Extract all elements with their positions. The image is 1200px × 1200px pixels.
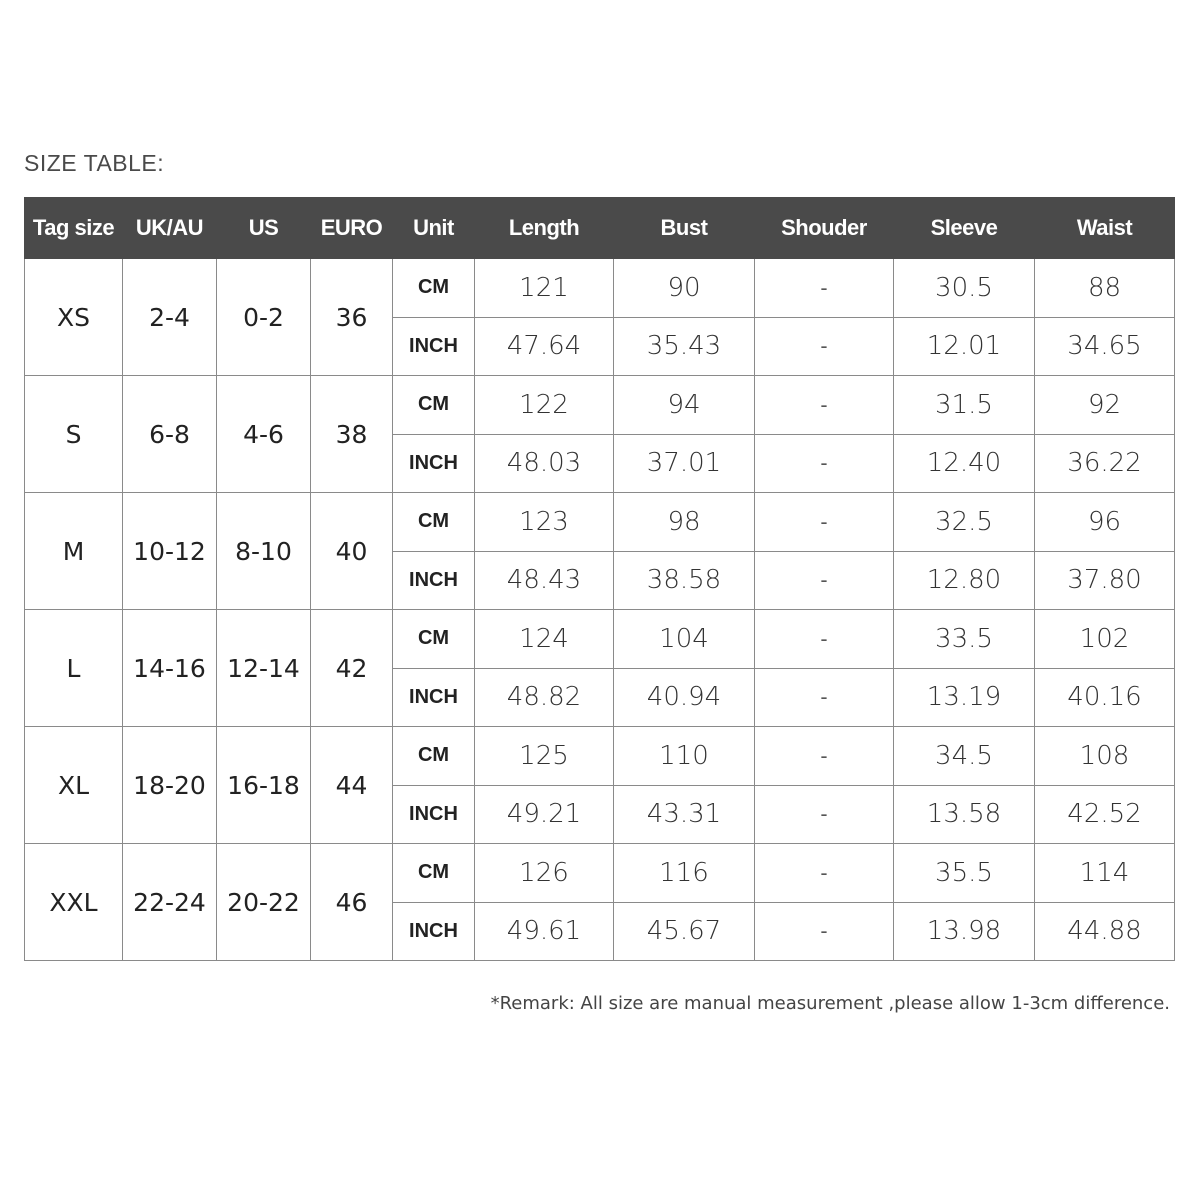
tag-size-cell: M [25, 493, 123, 610]
remark-note: *Remark: All size are manual measurement ,please allow 1-3cm difference. [490, 993, 1170, 1014]
table-row [25, 610, 1175, 669]
length-cell: 49.61 [475, 902, 614, 961]
uk-au-cell: 10-12 [123, 493, 217, 610]
shoulder-cell: - [755, 317, 894, 376]
table-body [25, 259, 1175, 961]
bust-cell: 43.31 [614, 785, 755, 844]
shoulder-cell: - [755, 610, 894, 669]
uk-au-cell: 18-20 [123, 727, 217, 844]
bust-cell: 37.01 [614, 434, 755, 493]
length-cell: 123 [475, 493, 614, 552]
table-row [25, 493, 1175, 552]
sleeve-cell: 34.5 [894, 727, 1035, 786]
sleeve-cell: 13.19 [894, 668, 1035, 727]
tag-size-cell: XXL [25, 844, 123, 961]
shoulder-cell: - [755, 902, 894, 961]
table-row [25, 844, 1175, 903]
sleeve-cell: 12.01 [894, 317, 1035, 376]
uk-au-cell: 14-16 [123, 610, 217, 727]
table-row [25, 727, 1175, 786]
bust-cell: 38.58 [614, 551, 755, 610]
unit-cell: INCH [393, 668, 475, 727]
waist-cell: 96 [1035, 493, 1175, 552]
euro-cell: 44 [311, 727, 393, 844]
sleeve-cell: 13.58 [894, 785, 1035, 844]
waist-cell: 108 [1035, 727, 1175, 786]
unit-cell: INCH [393, 902, 475, 961]
shoulder-cell: - [755, 493, 894, 552]
length-cell: 122 [475, 376, 614, 435]
shoulder-cell: - [755, 376, 894, 435]
unit-cell: CM [393, 493, 475, 552]
tag-size-cell: L [25, 610, 123, 727]
bust-cell: 116 [614, 844, 755, 903]
tag-size-cell: XS [25, 259, 123, 376]
euro-cell: 38 [311, 376, 393, 493]
unit-cell: CM [393, 844, 475, 903]
sleeve-cell: 32.5 [894, 493, 1035, 552]
column-header: Waist [1035, 198, 1175, 259]
length-cell: 121 [475, 259, 614, 318]
euro-cell: 46 [311, 844, 393, 961]
unit-cell: INCH [393, 434, 475, 493]
column-header: US [217, 198, 311, 259]
length-cell: 48.03 [475, 434, 614, 493]
length-cell: 125 [475, 727, 614, 786]
euro-cell: 42 [311, 610, 393, 727]
bust-cell: 45.67 [614, 902, 755, 961]
waist-cell: 36.22 [1035, 434, 1175, 493]
unit-cell: CM [393, 376, 475, 435]
waist-cell: 44.88 [1035, 902, 1175, 961]
sleeve-cell: 35.5 [894, 844, 1035, 903]
unit-cell: INCH [393, 785, 475, 844]
bust-cell: 35.43 [614, 317, 755, 376]
bust-cell: 104 [614, 610, 755, 669]
bust-cell: 98 [614, 493, 755, 552]
shoulder-cell: - [755, 551, 894, 610]
size-table-title: SIZE TABLE: [24, 150, 165, 176]
length-cell: 48.43 [475, 551, 614, 610]
uk-au-cell: 2-4 [123, 259, 217, 376]
shoulder-cell: - [755, 727, 894, 786]
waist-cell: 40.16 [1035, 668, 1175, 727]
column-header: Sleeve [894, 198, 1035, 259]
column-header: EURO [311, 198, 393, 259]
length-cell: 124 [475, 610, 614, 669]
tag-size-cell: S [25, 376, 123, 493]
shoulder-cell: - [755, 844, 894, 903]
table-row [25, 259, 1175, 318]
waist-cell: 42.52 [1035, 785, 1175, 844]
shoulder-cell: - [755, 785, 894, 844]
unit-cell: CM [393, 727, 475, 786]
column-header: Unit [393, 198, 475, 259]
waist-cell: 34.65 [1035, 317, 1175, 376]
column-header: UK/AU [123, 198, 217, 259]
unit-cell: CM [393, 610, 475, 669]
euro-cell: 40 [311, 493, 393, 610]
unit-cell: INCH [393, 551, 475, 610]
euro-cell: 36 [311, 259, 393, 376]
us-cell: 4-6 [217, 376, 311, 493]
uk-au-cell: 6-8 [123, 376, 217, 493]
us-cell: 8-10 [217, 493, 311, 610]
sleeve-cell: 12.40 [894, 434, 1035, 493]
table-row [25, 376, 1175, 435]
shoulder-cell: - [755, 259, 894, 318]
column-header: Tag size [25, 198, 123, 259]
bust-cell: 90 [614, 259, 755, 318]
tag-size-cell: XL [25, 727, 123, 844]
us-cell: 16-18 [217, 727, 311, 844]
us-cell: 0-2 [217, 259, 311, 376]
length-cell: 126 [475, 844, 614, 903]
uk-au-cell: 22-24 [123, 844, 217, 961]
length-cell: 47.64 [475, 317, 614, 376]
waist-cell: 37.80 [1035, 551, 1175, 610]
column-header: Shouder [755, 198, 894, 259]
column-header: Bust [614, 198, 755, 259]
sleeve-cell: 13.98 [894, 902, 1035, 961]
bust-cell: 94 [614, 376, 755, 435]
shoulder-cell: - [755, 668, 894, 727]
us-cell: 20-22 [217, 844, 311, 961]
unit-cell: CM [393, 259, 475, 318]
header-row [25, 198, 1175, 259]
bust-cell: 110 [614, 727, 755, 786]
sleeve-cell: 33.5 [894, 610, 1035, 669]
column-header: Length [475, 198, 614, 259]
unit-cell: INCH [393, 317, 475, 376]
us-cell: 12-14 [217, 610, 311, 727]
sleeve-cell: 30.5 [894, 259, 1035, 318]
size-table [24, 197, 1175, 961]
sleeve-cell: 31.5 [894, 376, 1035, 435]
waist-cell: 88 [1035, 259, 1175, 318]
bust-cell: 40.94 [614, 668, 755, 727]
waist-cell: 92 [1035, 376, 1175, 435]
sleeve-cell: 12.80 [894, 551, 1035, 610]
waist-cell: 102 [1035, 610, 1175, 669]
waist-cell: 114 [1035, 844, 1175, 903]
length-cell: 48.82 [475, 668, 614, 727]
length-cell: 49.21 [475, 785, 614, 844]
shoulder-cell: - [755, 434, 894, 493]
